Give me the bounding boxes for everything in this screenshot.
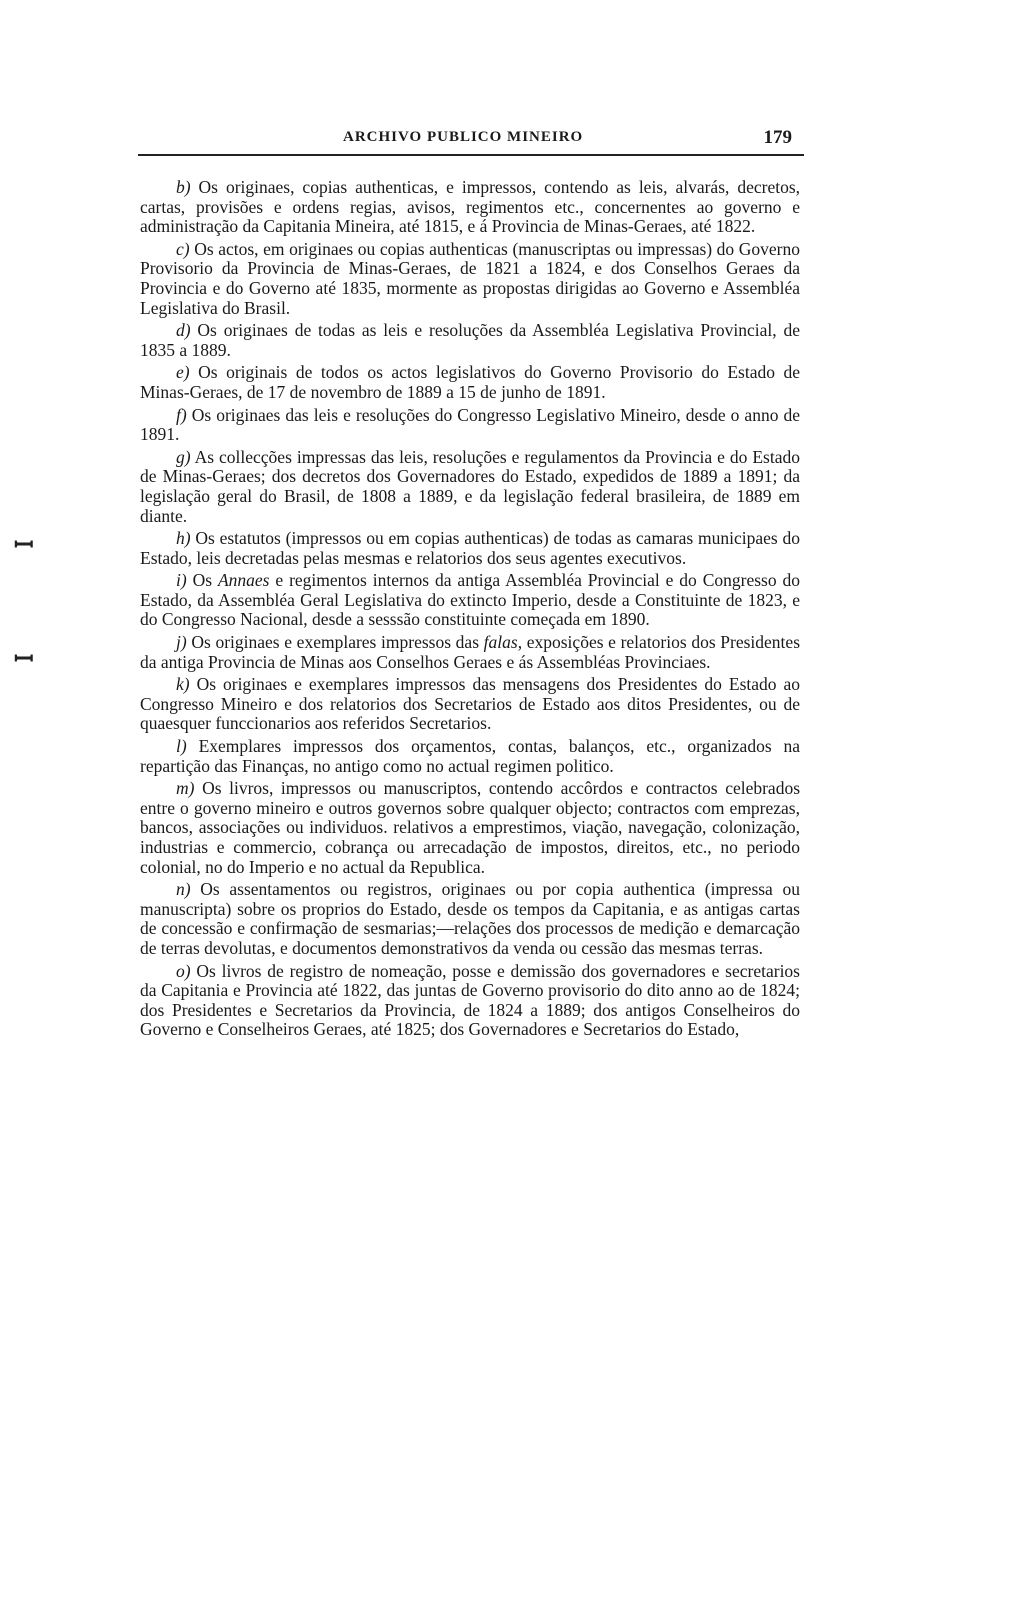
item-text: Os estatutos (impressos ou em copias authenticas) de todas as camaras municipaes do Estado, leis decretadas pelas mesmas e relatorios dos seus agentes executivos. [140,528,801,568]
list-item [140,240,800,318]
header-rule [138,154,804,156]
item-letter: c) [176,238,190,259]
item-letter: b) [176,177,191,197]
list-item [140,962,800,1040]
item-text-before: Os originaes e exemplares impressos das [191,632,484,653]
item-letter: o) [176,960,191,981]
page-header [138,127,804,155]
item-text: Os originaes, copias authenticas, e impressos, contendo as leis, alvarás, decretos, cartas, provisões e ordens regias, avisos, regimentos etc., concernentes ao governo e administração da Capitania Mineira, até 1815, e á Provincia de Minas-Geraes, até 1822. [140,177,801,237]
page-body [140,178,800,1043]
item-text: As collecções impressas das leis, resoluções e regulamentos da Provincia e do Estado de Minas-Geraes; dos decretos dos Governadores do Estado, expedidos de 1889 a 1891; da legislação geral do Brasil, de 1808 a 1889, e da legislação federal brasileira, de 1889 em diante. [140,446,800,526]
list-item [140,571,800,630]
item-text: Os assentamentos ou registros, originaes ou por copia authentica (impressa ou manuscripta) sobre os proprios do Estado, desde os tempos da Capitania, e as antigas cartas de concessão e confirmação de sesmarias;—relações dos processos de medição e demarcação de terras devolutas, e documentos demonstrativos da venda ou cessão das mesmas terras. [140,879,801,958]
list-item [140,529,800,568]
item-letter: m) [176,778,195,799]
item-letter: e) [176,362,190,383]
item-text: Os originaes das leis e resoluções do Congresso Legislativo Mineiro, desde o anno de 1891. [140,404,800,445]
item-text: Os originais de todos os actos legislativos do Governo Provisorio do Estado de Minas-Geraes, de 17 de novembro de 1889 a 15 de junho de 1891. [140,362,801,402]
list-item [140,321,800,360]
item-text: Os livros de registro de nomeação, posse e demissão dos governadores e secretarios da Capitania e Provincia até 1822, das juntas de Governo provisorio do dito anno ao de 1824; dos Presidentes e Secretarios da Provincia, de 1824 a 1889; dos antigos Conselheiros do Governo e Conselheiros Geraes, até 1825; dos Governadores e Secretarios do Estado, [140,960,800,1040]
page-number: 179 [763,127,792,148]
list-item [140,633,800,672]
item-text: Os originaes e exemplares impressos das mensagens dos Presidentes do Estado ao Congresso Mineiro e dos relatorios dos Secretarios de Estado aos ditos Presidentes, ou de quaesquer funccionarios aos referidos Secretarios. [140,674,800,734]
item-letter: d) [176,320,191,341]
item-letter: h) [176,528,191,549]
item-text-after: e regimentos internos da antiga Assembléa Provincial e do Congresso do Estado, da Assembléa Geral Legislativa do extincto Imperio, desde a Constituinte de 1823, e do Congresso Nacional, desde a sesssão constituinte começada em 1890. [140,570,801,630]
margin-mark: ꟷ [14,647,34,673]
running-title: ARCHIVO PUBLICO MINEIRO [343,129,584,145]
item-text: Os livros, impressos ou manuscriptos, contendo accôrdos e contractos celebrados entre o governo mineiro e outros governos sobre qualquer objecto; contractos com emprezas, bancos, associações ou individuos. relativos a emprestimos, viação, navegação, colonização, industrias e commercio, cobrança ou arrecadação de impostos, direitos, etc., no periodo colonial, no do Imperio e no actual da Republica. [140,778,801,877]
list-item [140,363,800,402]
item-letter: n) [176,879,191,900]
item-text: Exemplares impressos dos orçamentos, contas, balanços, etc., organizados na repartição das Finanças, no antigo como no actual regimen politico. [140,736,801,776]
item-letter: g) [176,446,191,467]
item-letter: k) [176,674,190,695]
item-text-before: Os [192,570,218,591]
item-text: Os actos, em originaes ou copias authenticas (manuscriptas ou impressas) do Governo Provisorio da Provincia de Minas-Geraes, de 1821 a 1824, e dos Conselhos Geraes da Provincia e do Governo até 1835, mormente as propostas dirigidas ao Governo e Assembléa Legislativa do Brasil. [140,238,800,318]
item-letter: i) [176,570,187,591]
list-item [140,779,800,877]
margin-mark: ꟷ [14,533,34,559]
item-italic: Annaes [217,570,270,591]
item-letter: l) [176,736,187,757]
list-item [140,737,800,776]
item-letter: j) [176,632,187,653]
list-item [140,448,800,526]
list-item [140,178,800,237]
list-item [140,406,800,445]
list-item [140,675,800,734]
item-text-after: , exposições e relatorios dos Presidentes da antiga Provincia de Minas aos Conselhos Geraes e ás Assembléas Provinciaes. [140,632,801,672]
list-item [140,880,800,958]
item-text: Os originaes de todas as leis e resoluções da Assembléa Legislativa Provincial, de 1835 a 1889. [140,320,800,360]
item-letter: f) [176,404,187,425]
item-italic: falas [483,632,518,653]
